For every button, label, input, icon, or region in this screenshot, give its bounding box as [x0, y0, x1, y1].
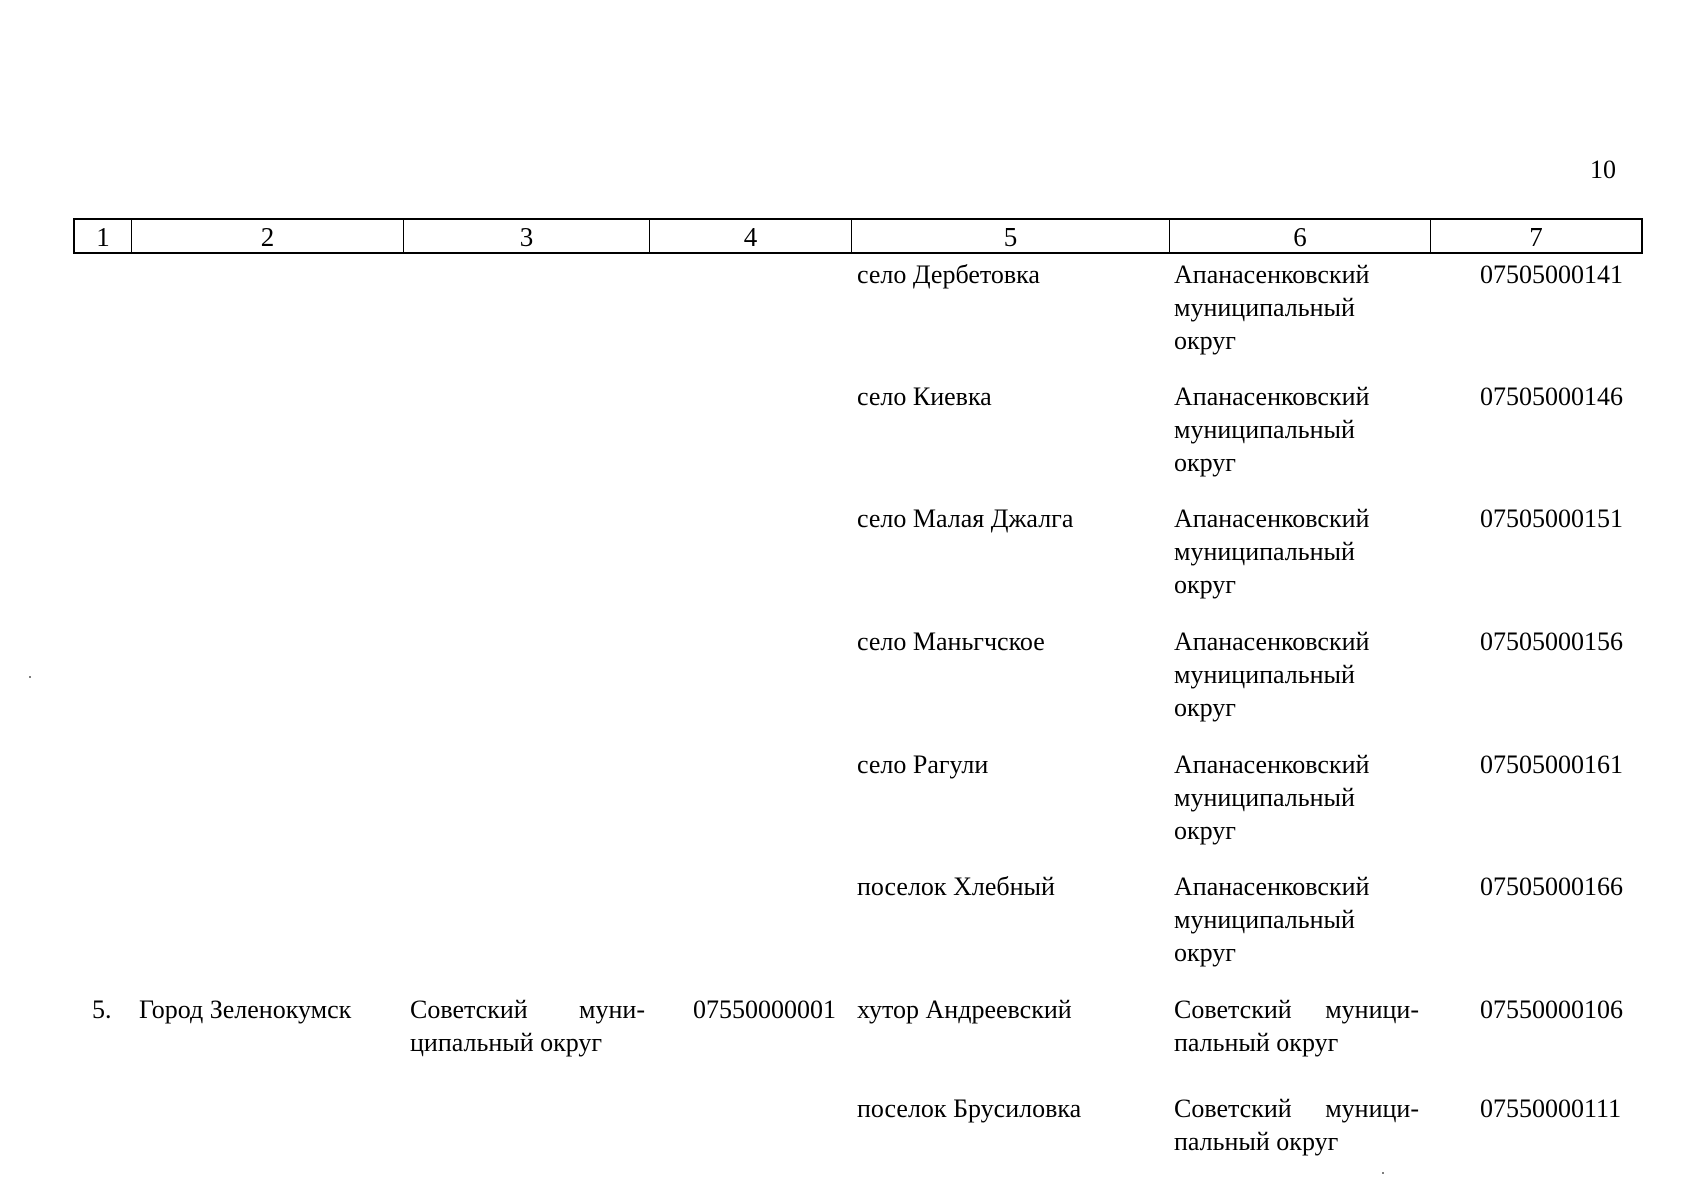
center-district [410, 993, 645, 1059]
district-name [1174, 748, 1369, 847]
oktmo-code: 07505000141 [1480, 260, 1623, 289]
district-line: округ [1174, 693, 1236, 722]
district-name [1174, 625, 1369, 724]
district-line: муниципальный [1174, 293, 1355, 322]
district-line: Апанасенковский [1174, 627, 1370, 656]
district-line: Апанасенковский [1174, 872, 1370, 901]
word: муници- [1325, 1094, 1419, 1123]
center-code: 07550000001 [693, 995, 836, 1024]
district-line: округ [1174, 448, 1236, 477]
header-col-2: 2 [132, 220, 404, 252]
district-name [1174, 993, 1419, 1059]
header-col-1: 1 [75, 220, 132, 252]
word: муници- [1325, 995, 1419, 1024]
center-district-line-2: ципальный округ [410, 1028, 603, 1057]
district-name [1174, 380, 1369, 479]
district-line-2: пальный округ [1174, 1127, 1339, 1156]
scan-speck [1382, 1172, 1384, 1174]
district-line: муниципальный [1174, 415, 1355, 444]
settlement-name: поселок Хлебный [857, 872, 1055, 901]
header-col-5: 5 [852, 220, 1170, 252]
oktmo-code: 07505000166 [1480, 872, 1623, 901]
word: Советский [1174, 995, 1292, 1024]
district-name [1174, 258, 1369, 357]
district-name [1174, 1092, 1419, 1158]
district-line: округ [1174, 938, 1236, 967]
district-line-1 [1174, 1092, 1419, 1125]
settlement-name: село Киевка [857, 382, 992, 411]
word: Советский [410, 995, 528, 1024]
oktmo-code: 07505000146 [1480, 382, 1623, 411]
district-line: Апанасенковский [1174, 260, 1370, 289]
district-line: муниципальный [1174, 783, 1355, 812]
settlement-name: село Дербетовка [857, 260, 1040, 289]
center-district-line-1 [410, 993, 645, 1026]
district-line: Апанасенковский [1174, 750, 1370, 779]
district-line: округ [1174, 816, 1236, 845]
oktmo-code: 07505000151 [1480, 504, 1623, 533]
district-name [1174, 502, 1369, 601]
settlement-name: поселок Брусиловка [857, 1094, 1082, 1123]
oktmo-code: 07505000156 [1480, 627, 1623, 656]
word: Советский [1174, 1094, 1292, 1123]
district-line-2: пальный округ [1174, 1028, 1339, 1057]
header-col-6: 6 [1170, 220, 1431, 252]
word: муни- [579, 995, 645, 1024]
settlement-name: село Рагули [857, 750, 989, 779]
table-header [73, 218, 1643, 254]
district-name [1174, 870, 1369, 969]
header-col-3: 3 [404, 220, 650, 252]
district-line: Апанасенковский [1174, 382, 1370, 411]
district-line: муниципальный [1174, 537, 1355, 566]
oktmo-code: 07505000161 [1480, 750, 1623, 779]
district-line: Апанасенковский [1174, 504, 1370, 533]
district-line-1 [1174, 993, 1419, 1026]
district-line: муниципальный [1174, 660, 1355, 689]
settlement-name: хутор Андреевский [857, 995, 1072, 1024]
settlement-name: село Маньгчское [857, 627, 1045, 656]
district-line: муниципальный [1174, 905, 1355, 934]
oktmo-code: 07550000111 [1480, 1094, 1622, 1123]
page-number: 10 [1590, 155, 1616, 184]
scan-speck [29, 676, 31, 678]
settlement-name: село Малая Джалга [857, 504, 1074, 533]
district-line: округ [1174, 570, 1236, 599]
header-col-7: 7 [1529, 222, 1543, 252]
oktmo-code: 07550000106 [1480, 995, 1623, 1024]
header-col-4: 4 [650, 220, 852, 252]
district-line: округ [1174, 326, 1236, 355]
row-number: 5. [92, 995, 112, 1024]
center-name: Город Зеленокумск [139, 995, 352, 1024]
